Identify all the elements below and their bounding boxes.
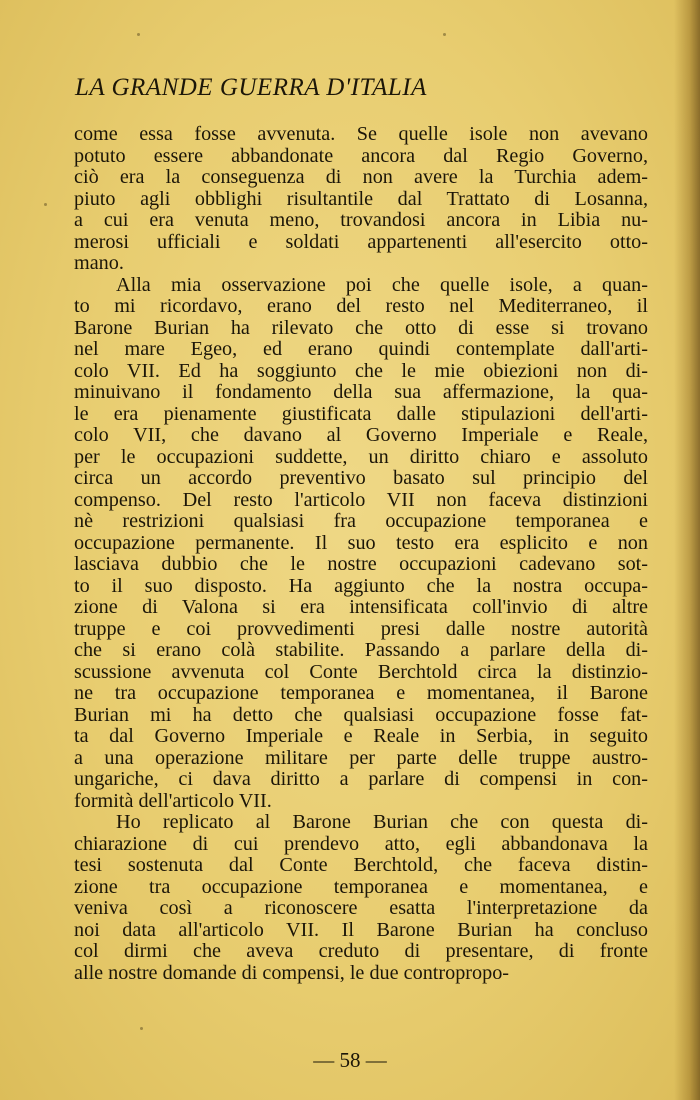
text-line: chiarazione di cui prendevo atto, egli abbandonava la [74, 832, 648, 855]
paper-speck [443, 33, 446, 36]
text-line: potuto essere abbandonate ancora dal Regio Governo, [74, 144, 648, 167]
running-header: LA GRANDE GUERRA D'ITALIA [75, 74, 427, 101]
text-line: ungariche, ci dava diritto a parlare di compensi in con- [74, 768, 648, 790]
text-line: le era pienamente giustificata dalle stipulazioni dell'arti- [74, 402, 648, 425]
text-line: to il suo disposto. Ha aggiunto che la nostra occupa- [74, 574, 648, 597]
text-line: colo VII, che davano al Governo Imperiale e Reale, [74, 424, 648, 446]
text-line: zione di Valona si era intensificata coll'invio di altre [74, 596, 648, 618]
text-line: col dirmi che aveva creduto di presentare, di fronte [74, 940, 648, 962]
text-line: nel mare Egeo, ed erano quindi contemplate dall'arti- [74, 338, 648, 360]
text-line: Barone Burian ha rilevato che otto di esse si trovano [74, 316, 648, 339]
text-line: minuivano il fondamento della sua affermazione, la qua- [74, 381, 648, 403]
text-line: colo VII. Ed ha soggiunto che le mie obiezioni non di- [74, 359, 648, 382]
text-line: che si erano colà stabilite. Passando a parlare della di- [74, 639, 648, 661]
text-line: Alla mia osservazione poi che quelle isole, a quan- [116, 273, 648, 296]
text-line: nè restrizioni qualsiasi fra occupazione temporanea e [74, 510, 648, 532]
text-line: to mi ricordavo, erano del resto nel Mediterraneo, il [74, 295, 648, 317]
text-line: circa un accordo preventivo basato sul principio del [74, 467, 648, 489]
text-line: piuto agli obblighi risultantile dal Trattato di Losanna, [74, 187, 648, 210]
text-line: formità dell'articolo VII. [74, 789, 272, 812]
page-number: — 58 — [313, 1048, 387, 1072]
text-line: come essa fosse avvenuta. Se quelle isole non avevano [74, 123, 648, 145]
paragraph [74, 275, 648, 813]
paragraph [74, 124, 648, 275]
paper-speck [137, 33, 140, 36]
text-line: occupazione permanente. Il suo testo era esplicito e non [74, 531, 648, 554]
text-line: ne tra occupazione temporanea e momentanea, il Barone [74, 682, 648, 704]
paragraph [74, 812, 648, 984]
text-line: a cui era venuta meno, trovandosi ancora in Libia nu- [74, 209, 648, 231]
text-line: ciò era la conseguenza di non avere la Turchia adem- [74, 166, 648, 188]
text-line: Ho replicato al Barone Burian che con questa di- [116, 811, 648, 833]
text-line: veniva così a riconoscere esatta l'interpretazione da [74, 897, 648, 919]
text-line: mano. [74, 252, 124, 274]
text-line: Burian mi ha detto che qualsiasi occupazione fosse fat- [74, 703, 648, 726]
text-line: truppe e coi provvedimenti presi dalle nostre autorità [74, 617, 648, 640]
paper-speck [140, 1027, 143, 1030]
text-line: ta dal Governo Imperiale e Reale in Serbia, in seguito [74, 725, 648, 747]
body-text [74, 124, 648, 984]
text-line: lasciava dubbio che le nostre occupazioni cadevano sot- [74, 553, 648, 575]
text-line: tesi sostenuta dal Conte Berchtold, che faceva distin- [74, 854, 648, 876]
text-line: compenso. Del resto l'articolo VII non faceva distinzioni [74, 488, 648, 511]
text-line: merosi ufficiali e soldati appartenenti all'esercito otto- [74, 230, 648, 253]
paper-speck [44, 203, 47, 206]
text-line: scussione avvenuta col Conte Berchtold circa la distinzio- [74, 660, 648, 683]
text-line: a una operazione militare per parte delle truppe austro- [74, 746, 648, 769]
page-spine-shadow [674, 0, 700, 1100]
text-line: per le occupazioni suddette, un diritto chiaro e assoluto [74, 445, 648, 468]
text-line: zione tra occupazione temporanea e momentanea, e [74, 875, 648, 898]
text-line: alle nostre domande di compensi, le due contropropo- [74, 961, 510, 984]
text-line: noi data all'articolo VII. Il Barone Burian ha concluso [74, 918, 648, 941]
